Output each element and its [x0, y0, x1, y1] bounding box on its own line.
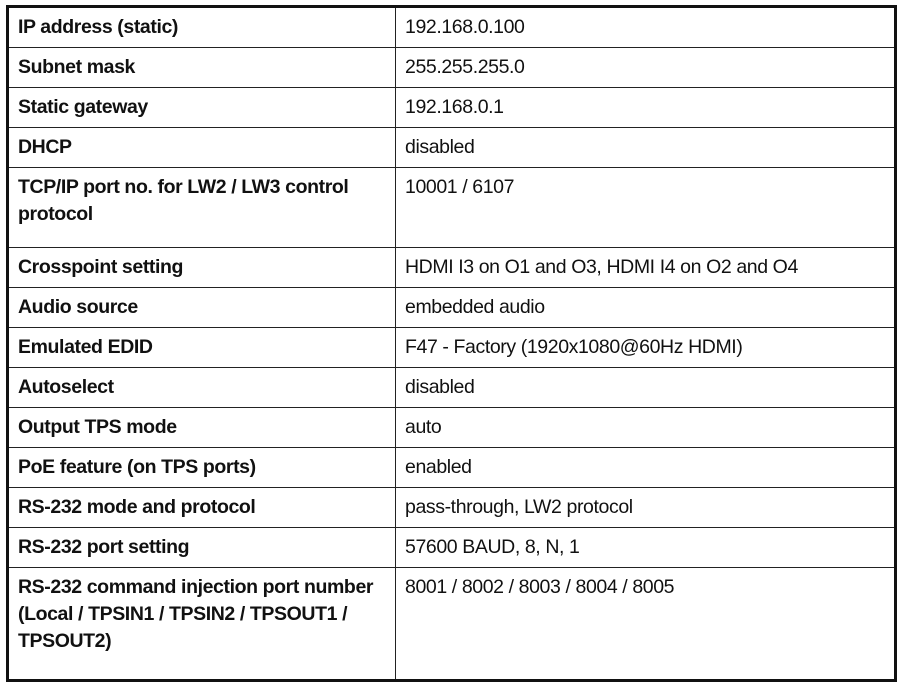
table-row — [8, 568, 896, 681]
setting-value: enabled — [396, 448, 896, 488]
setting-label: IP address (static) — [8, 7, 396, 48]
setting-value: 10001 / 6107 — [396, 168, 896, 248]
table-row — [8, 408, 896, 448]
setting-label: RS-232 command injection port number (Local / TPSIN1 / TPSIN2 / TPSOUT1 / TPSOUT2) — [8, 568, 396, 681]
table-row — [8, 168, 896, 248]
setting-label: Crosspoint setting — [8, 248, 396, 288]
table-row — [8, 248, 896, 288]
setting-value: disabled — [396, 128, 896, 168]
setting-value: pass-through, LW2 protocol — [396, 488, 896, 528]
setting-label: DHCP — [8, 128, 396, 168]
setting-label: PoE feature (on TPS ports) — [8, 448, 396, 488]
table-row — [8, 528, 896, 568]
setting-label: RS-232 port setting — [8, 528, 396, 568]
table-row — [8, 88, 896, 128]
table-row — [8, 128, 896, 168]
setting-label: TCP/IP port no. for LW2 / LW3 control protocol — [8, 168, 396, 248]
setting-value: 255.255.255.0 — [396, 48, 896, 88]
setting-value: 192.168.0.100 — [396, 7, 896, 48]
setting-value: HDMI I3 on O1 and O3, HDMI I4 on O2 and O4 — [396, 248, 896, 288]
setting-value: F47 - Factory (1920x1080@60Hz HDMI) — [396, 328, 896, 368]
setting-value: 192.168.0.1 — [396, 88, 896, 128]
table-row — [8, 488, 896, 528]
setting-value: disabled — [396, 368, 896, 408]
table-row — [8, 368, 896, 408]
setting-label: Autoselect — [8, 368, 396, 408]
table-row — [8, 7, 896, 48]
settings-table — [6, 5, 897, 682]
table-row — [8, 328, 896, 368]
setting-value: auto — [396, 408, 896, 448]
setting-label: RS-232 mode and protocol — [8, 488, 396, 528]
setting-value: embedded audio — [396, 288, 896, 328]
setting-label: Subnet mask — [8, 48, 396, 88]
setting-label: Static gateway — [8, 88, 396, 128]
table-row — [8, 448, 896, 488]
table-row — [8, 288, 896, 328]
table-row — [8, 48, 896, 88]
setting-label: Output TPS mode — [8, 408, 396, 448]
setting-value: 8001 / 8002 / 8003 / 8004 / 8005 — [396, 568, 896, 681]
setting-value: 57600 BAUD, 8, N, 1 — [396, 528, 896, 568]
setting-label: Emulated EDID — [8, 328, 396, 368]
setting-label: Audio source — [8, 288, 396, 328]
